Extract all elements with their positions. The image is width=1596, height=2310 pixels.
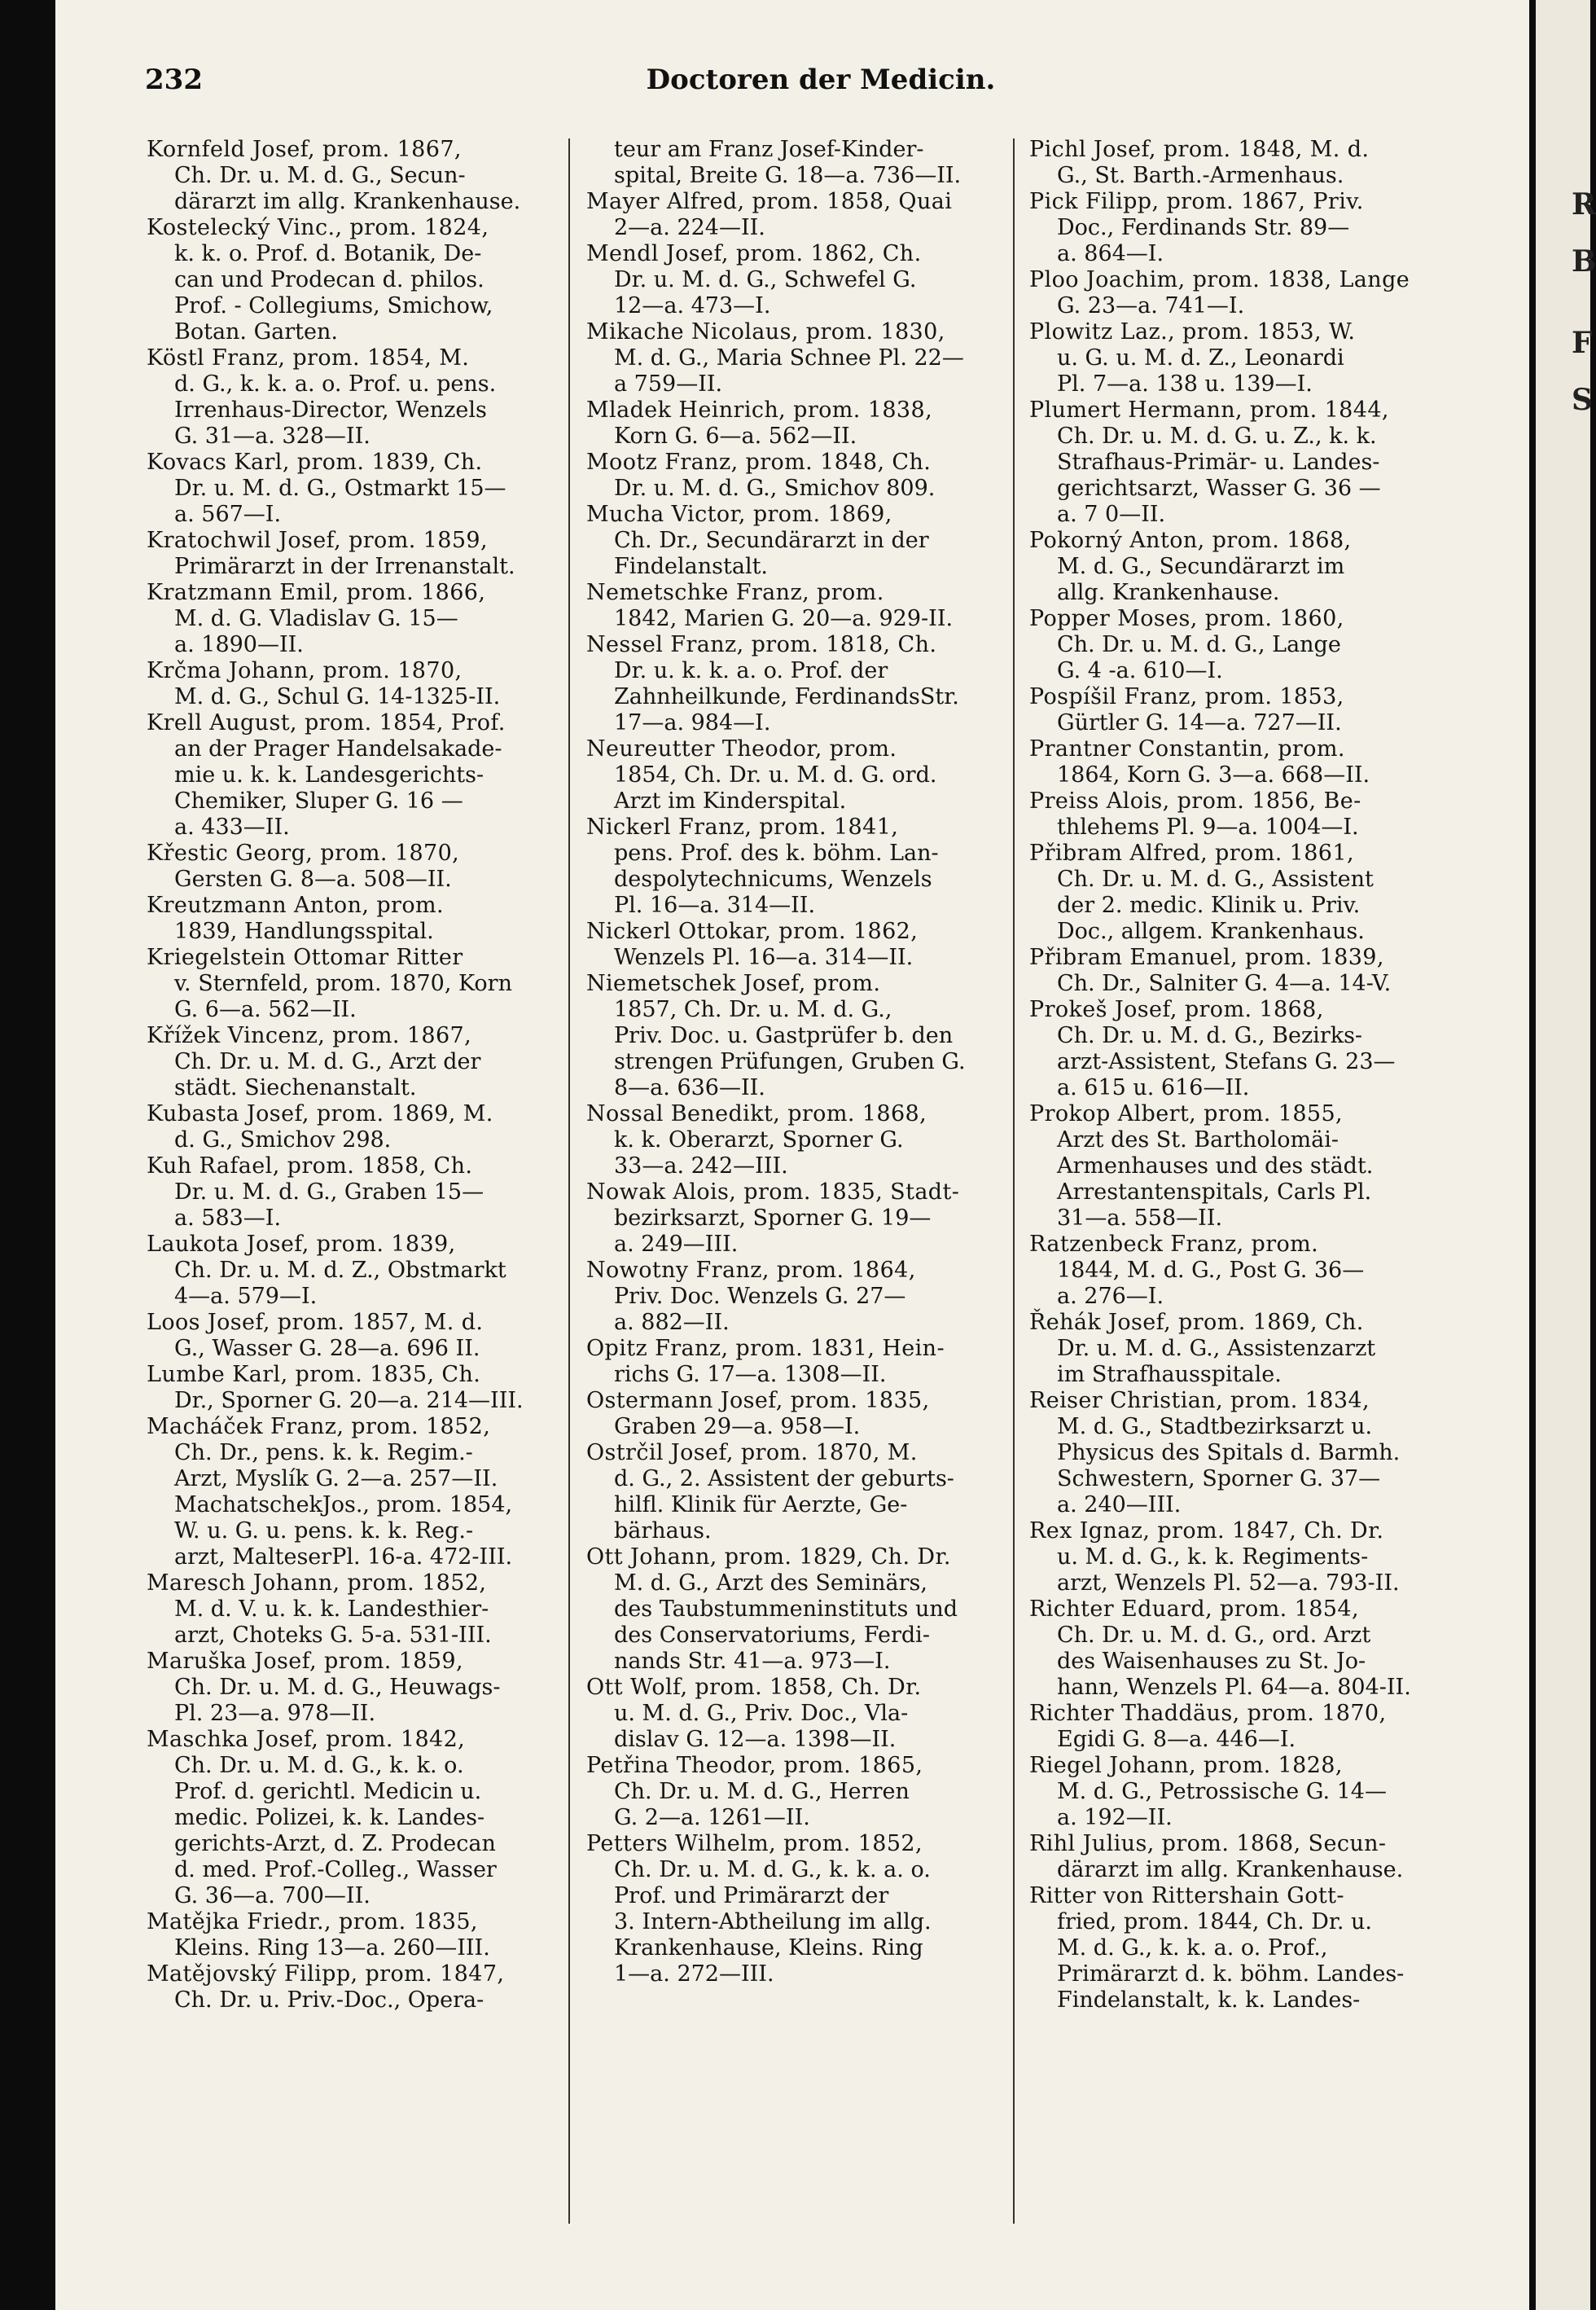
entry-line: Ploo Joachim, prom. 1838, Lange [1029, 267, 1410, 292]
entry-line: Matějka Friedr., prom. 1835, [147, 1909, 478, 1935]
entry-line: Popper Moses, prom. 1860, [1029, 606, 1344, 631]
entry-line: a 759—II. [614, 371, 723, 397]
entry-line: Kriegelstein Ottomar Ritter [147, 945, 463, 970]
entry-line: hilfl. Klinik für Aerzte, Ge- [614, 1492, 908, 1517]
entry-line: Ch. Dr. u. Priv.-Doc., Opera- [174, 1987, 484, 2013]
entry-line: Kratzmann Emil, prom. 1866, [147, 580, 486, 605]
entry-line: Rihl Julius, prom. 1868, Secun- [1029, 1831, 1387, 1856]
entry-line: Mladek Heinrich, prom. 1838, [586, 397, 933, 423]
entry-line: a. 276—I. [1057, 1284, 1164, 1309]
entry-line: v. Sternfeld, prom. 1870, Korn [174, 971, 512, 996]
entry-line: 12—a. 473—I. [614, 293, 771, 318]
entry-line: arzt, Wenzels Pl. 52—a. 793-II. [1057, 1570, 1400, 1596]
entry-line: Strafhaus-Primär- u. Landes- [1057, 450, 1380, 475]
entry-line: Schwestern, Sporner G. 37— [1057, 1466, 1381, 1491]
entry-line: gerichts-Arzt, d. Z. Prodecan [174, 1831, 496, 1856]
entry-line: Pick Filipp, prom. 1867, Priv. [1029, 189, 1364, 214]
entry-line: gerichtsarzt, Wasser G. 36 — [1057, 476, 1381, 501]
entry-line: Přibram Emanuel, prom. 1839, [1029, 945, 1384, 970]
entry-line: M. d. G., Secundärarzt im [1057, 554, 1345, 579]
entry-line: Egidi G. 8—a. 446—I. [1057, 1727, 1296, 1752]
entry-line: Physicus des Spitals d. Barmh. [1057, 1440, 1401, 1465]
entry-line: Mucha Victor, prom. 1869, [586, 502, 892, 527]
entry-line: Richter Eduard, prom. 1854, [1029, 1596, 1359, 1622]
entry-line: arzt, MalteserPl. 16-a. 472-III. [174, 1544, 513, 1570]
entry-line: M. d. G., Schul G. 14-1325-II. [174, 684, 501, 709]
entry-line: Řehák Josef, prom. 1869, Ch. [1029, 1310, 1364, 1335]
entry-line: Niemetschek Josef, prom. [586, 971, 881, 996]
entry-line: strengen Prüfungen, Gruben G. [614, 1049, 966, 1074]
entry-line: Lumbe Karl, prom. 1835, Ch. [147, 1362, 481, 1387]
entry-line: Köstl Franz, prom. 1854, M. [147, 345, 470, 371]
entry-line: Pl. 23—a. 978—II. [174, 1701, 376, 1726]
entry-line: Rex Ignaz, prom. 1847, Ch. Dr. [1029, 1518, 1384, 1544]
entry-line: M. d. G., Stadtbezirksarzt u. [1057, 1414, 1373, 1439]
entry-line: spital, Breite G. 18—a. 736—II. [614, 163, 962, 188]
entry-line: pens. Prof. des k. böhm. Lan- [614, 841, 939, 866]
entry-line: Dr., Sporner G. 20—a. 214—III. [174, 1388, 524, 1413]
entry-line: a. 240—III. [1057, 1492, 1182, 1517]
entry-line: Ch. Dr. u. M. d. G., Assistent [1057, 867, 1374, 892]
entry-line: Přibram Alfred, prom. 1861, [1029, 841, 1354, 866]
entry-line: Armenhauses und des städt. [1057, 1153, 1374, 1179]
entry-line: Ch. Dr. u. M. d. G., Bezirks- [1057, 1023, 1363, 1048]
entry-line: 1857, Ch. Dr. u. M. d. G., [614, 997, 892, 1022]
entry-line: Botan. Garten. [174, 319, 338, 345]
entry-line: Kleins. Ring 13—a. 260—III. [174, 1935, 490, 1961]
entry-line: can und Prodecan d. philos. [174, 267, 484, 292]
column-2 [586, 137, 998, 1987]
adjacent-page-edge [1536, 0, 1596, 2310]
entry-line: Priv. Doc. Wenzels G. 27— [614, 1284, 906, 1309]
entry-line: nands Str. 41—a. 973—I. [614, 1649, 891, 1674]
edge-letter: R [1572, 187, 1596, 222]
entry-line: Prokeš Josef, prom. 1868, [1029, 997, 1324, 1022]
entry-line: G. 36—a. 700—II. [174, 1883, 370, 1908]
entry-line: des Conservatoriums, Ferdi- [614, 1623, 930, 1648]
entry-line: allg. Krankenhause. [1057, 580, 1280, 605]
entry-line: 1—a. 272—III. [614, 1961, 774, 1987]
entry-line: Dr. u. M. d. G., Schwefel G. [614, 267, 917, 292]
entry-line: Dr. u. M. d. G., Graben 15— [174, 1179, 484, 1205]
entry-line: Nossal Benedikt, prom. 1868, [586, 1101, 927, 1126]
entry-line: Ch. Dr., pens. k. k. Regim.- [174, 1440, 473, 1465]
entry-line: Prantner Constantin, prom. [1029, 736, 1345, 762]
column-divider [568, 138, 570, 2224]
entry-line: städt. Siechenanstalt. [174, 1075, 417, 1100]
entry-line: im Strafhausspitale. [1057, 1362, 1282, 1387]
entry-line: Arrestantenspitals, Carls Pl. [1057, 1179, 1372, 1205]
edge-letter: F [1572, 326, 1593, 360]
entry-line: M. d. G. Vladislav G. 15— [174, 606, 458, 631]
entry-line: Plowitz Laz., prom. 1853, W. [1029, 319, 1356, 345]
entry-line: Dr. u. k. k. a. o. Prof. der [614, 658, 888, 683]
entry-line: Ch. Dr. u. M. d. G., Secun- [174, 163, 466, 188]
entry-line: 3. Intern-Abtheilung im allg. [614, 1909, 932, 1935]
entry-line: hann, Wenzels Pl. 64—a. 804-II. [1057, 1675, 1411, 1700]
edge-letter: B [1572, 244, 1596, 279]
entry-line: Petřina Theodor, prom. 1865, [586, 1753, 923, 1778]
entry-line: G. 6—a. 562—II. [174, 997, 357, 1022]
entry-line: teur am Franz Josef-Kinder- [614, 137, 924, 162]
entry-line: M. d. G., k. k. a. o. Prof., [1057, 1935, 1328, 1961]
entry-line: 17—a. 984—I. [614, 710, 771, 736]
entry-line: G. 4 -a. 610—I. [1057, 658, 1223, 683]
entry-line: Ch. Dr. u. M. d. G., Herren [614, 1779, 910, 1804]
entry-line: 1864, Korn G. 3—a. 668—II. [1057, 762, 1370, 788]
entry-line: Neureutter Theodor, prom. [586, 736, 897, 762]
entry-line: despolytechnicums, Wenzels [614, 867, 932, 892]
entry-line: Findelanstalt, k. k. Landes- [1057, 1987, 1361, 2013]
entry-line: u. M. d. G., k. k. Regiments- [1057, 1544, 1369, 1570]
entry-line: Ch. Dr. u. M. d. Z., Obstmarkt [174, 1258, 506, 1283]
entry-line: Zahnheilkunde, FerdinandsStr. [614, 684, 959, 709]
entry-line: Krčma Johann, prom. 1870, [147, 658, 463, 683]
entry-line: arzt, Choteks G. 5-a. 531-III. [174, 1623, 492, 1648]
entry-line: därarzt im allg. Krankenhause. [174, 189, 521, 214]
entry-line: G. 31—a. 328—II. [174, 424, 370, 449]
entry-line: Korn G. 6—a. 562—II. [614, 424, 857, 449]
entry-line: a. 1890—II. [174, 632, 304, 657]
entry-line: Preiss Alois, prom. 1856, Be- [1029, 788, 1361, 814]
entry-line: a. 433—II. [174, 815, 290, 840]
entry-line: d. med. Prof.-Colleg., Wasser [174, 1857, 497, 1882]
column-divider [1013, 138, 1015, 2224]
entry-line: Ott Wolf, prom. 1858, Ch. Dr. [586, 1675, 922, 1700]
entry-line: Maruška Josef, prom. 1859, [147, 1649, 463, 1674]
entry-line: Ostrčil Josef, prom. 1870, M. [586, 1440, 918, 1465]
entry-line: Ch. Dr., Salniter G. 4—a. 14-V. [1057, 971, 1392, 996]
entry-line: Pl. 7—a. 138 u. 139—I. [1057, 371, 1313, 397]
entry-line: 8—a. 636—II. [614, 1075, 765, 1100]
entry-line: Pichl Josef, prom. 1848, M. d. [1029, 137, 1370, 162]
entry-line: Kubasta Josef, prom. 1869, M. [147, 1101, 493, 1126]
entry-line: 33—a. 242—III. [614, 1153, 788, 1179]
entry-line: G., Wasser G. 28—a. 696 II. [174, 1336, 480, 1361]
book-page [55, 0, 1529, 2310]
entry-line: Richter Thaddäus, prom. 1870, [1029, 1701, 1387, 1726]
entry-line: Arzt des St. Bartholomäi- [1057, 1127, 1339, 1153]
entry-line: dislav G. 12—a. 1398—II. [614, 1727, 897, 1752]
entry-line: a. 583—I. [174, 1206, 282, 1231]
entry-line: Findelanstalt. [614, 554, 769, 579]
entry-line: Ott Johann, prom. 1829, Ch. Dr. [586, 1544, 951, 1570]
entry-line: Primärarzt in der Irrenanstalt. [174, 554, 515, 579]
entry-line: Primärarzt d. k. böhm. Landes- [1057, 1961, 1405, 1987]
entry-line: arzt-Assistent, Stefans G. 23— [1057, 1049, 1396, 1074]
entry-line: mie u. k. k. Landesgerichts- [174, 762, 484, 788]
entry-line: Dr. u. M. d. G., Ostmarkt 15— [174, 476, 506, 501]
entry-line: G. 2—a. 1261—II. [614, 1805, 810, 1830]
entry-line: 1839, Handlungsspital. [174, 919, 434, 944]
entry-line: Irrenhaus-Director, Wenzels [174, 397, 487, 423]
entry-line: Reiser Christian, prom. 1834, [1029, 1388, 1370, 1413]
entry-line: M. d. G., Petrossische G. 14— [1057, 1779, 1387, 1804]
entry-line: Mayer Alfred, prom. 1858, Quai [586, 189, 953, 214]
entry-line: M. d. V. u. k. k. Landesthier- [174, 1596, 489, 1622]
entry-line: Opitz Franz, prom. 1831, Hein- [586, 1336, 945, 1361]
entry-line: medic. Polizei, k. k. Landes- [174, 1805, 485, 1830]
entry-line: Arzt, Myslík G. 2—a. 257—II. [174, 1466, 498, 1491]
entry-line: Ostermann Josef, prom. 1835, [586, 1388, 930, 1413]
entry-line: Křestic Georg, prom. 1870, [147, 841, 460, 866]
entry-line: a. 249—III. [614, 1232, 739, 1257]
entry-line: k. k. Oberarzt, Sporner G. [614, 1127, 904, 1153]
entry-line: Nemetschke Franz, prom. [586, 580, 884, 605]
entry-line: Dr. u. M. d. G., Smichov 809. [614, 476, 936, 501]
entry-line: Matějovský Filipp, prom. 1847, [147, 1961, 505, 1987]
entry-line: Ritter von Rittershain Gott- [1029, 1883, 1344, 1908]
entry-line: Kornfeld Josef, prom. 1867, [147, 137, 462, 162]
entry-line: des Waisenhauses zu St. Jo- [1057, 1649, 1366, 1674]
entry-line: G. 23—a. 741—I. [1057, 293, 1245, 318]
entry-line: Maschka Josef, prom. 1842, [147, 1727, 466, 1752]
entry-line: Prokop Albert, prom. 1855, [1029, 1101, 1344, 1126]
entry-line: 4—a. 579—I. [174, 1284, 318, 1309]
page-number: 232 [145, 64, 203, 96]
entry-line: 1854, Ch. Dr. u. M. d. G. ord. [614, 762, 937, 788]
entry-line: G., St. Barth.-Armenhaus. [1057, 163, 1344, 188]
entry-line: Plumert Hermann, prom. 1844, [1029, 397, 1389, 423]
entry-line: Mikache Nicolaus, prom. 1830, [586, 319, 945, 345]
entry-line: Kuh Rafael, prom. 1858, Ch. [147, 1153, 473, 1179]
entry-line: Křížek Vincenz, prom. 1867, [147, 1023, 472, 1048]
entry-line: Ch. Dr. u. M. d. G., Lange [1057, 632, 1341, 657]
entry-line: Ch. Dr. u. M. d. G., k. k. o. [174, 1753, 464, 1778]
entry-line: Pospíšil Franz, prom. 1853, [1029, 684, 1344, 709]
entry-line: M. d. G., Arzt des Seminärs, [614, 1570, 927, 1596]
entry-line: Kratochwil Josef, prom. 1859, [147, 528, 488, 553]
entry-line: Prof. d. gerichtl. Medicin u. [174, 1779, 482, 1804]
entry-line: Chemiker, Sluper G. 16 — [174, 788, 463, 814]
entry-line: k. k. o. Prof. d. Botanik, De- [174, 241, 482, 266]
entry-line: Kovacs Karl, prom. 1839, Ch. [147, 450, 483, 475]
entry-line: an der Prager Handelsakade- [174, 736, 502, 762]
entry-line: u. M. d. G., Priv. Doc., Vla- [614, 1701, 909, 1726]
entry-line: Nessel Franz, prom. 1818, Ch. [586, 632, 937, 657]
entry-line: Kreutzmann Anton, prom. [147, 893, 444, 918]
entry-line: d. G., Smichov 298. [174, 1127, 392, 1153]
entry-line: Dr. u. M. d. G., Assistenzarzt [1057, 1336, 1376, 1361]
entry-line: a. 7 0—II. [1057, 502, 1166, 527]
entry-line: a. 864—I. [1057, 241, 1164, 266]
entry-line: Nowotny Franz, prom. 1864, [586, 1258, 916, 1283]
entry-line: fried, prom. 1844, Ch. Dr. u. [1057, 1909, 1372, 1935]
entry-line: 2—a. 224—II. [614, 215, 765, 240]
entry-line: 1844, M. d. G., Post G. 36— [1057, 1258, 1365, 1283]
page-header [145, 64, 1497, 104]
entry-line: d. G., 2. Assistent der geburts- [614, 1466, 954, 1491]
running-title: Doctoren der Medicin. [646, 64, 996, 96]
entry-line: a. 615 u. 616—II. [1057, 1075, 1250, 1100]
entry-line: Ch. Dr. u. M. d. G., k. k. a. o. [614, 1857, 931, 1882]
entry-line: därarzt im allg. Krankenhause. [1057, 1857, 1404, 1882]
entry-line: Nickerl Ottokar, prom. 1862, [586, 919, 919, 944]
entry-line: Doc., Ferdinands Str. 89— [1057, 215, 1350, 240]
entry-line: Prof. - Collegiums, Smichow, [174, 293, 493, 318]
entry-line: Macháček Franz, prom. 1852, [147, 1414, 491, 1439]
entry-line: Laukota Josef, prom. 1839, [147, 1232, 456, 1257]
column-1 [147, 137, 562, 2014]
entry-line: a. 567—I. [174, 502, 282, 527]
entry-line: Ch. Dr. u. M. d. G., Arzt der [174, 1049, 481, 1074]
entry-line: Nowak Alois, prom. 1835, Stadt- [586, 1179, 960, 1205]
entry-line: 1842, Marien G. 20—a. 929-II. [614, 606, 954, 631]
edge-letter: S [1572, 383, 1593, 417]
entry-line: Nickerl Franz, prom. 1841, [586, 815, 899, 840]
entry-line: Doc., allgem. Krankenhaus. [1057, 919, 1365, 944]
entry-line: Priv. Doc. u. Gastprüfer b. den [614, 1023, 954, 1048]
entry-line: Gürtler G. 14—a. 727—II. [1057, 710, 1342, 736]
entry-line: Ratzenbeck Franz, prom. [1029, 1232, 1319, 1257]
entry-line: Ch. Dr. u. M. d. G., Heuwags- [174, 1675, 501, 1700]
entry-line: Wenzels Pl. 16—a. 314—II. [614, 945, 914, 970]
entry-line: Pokorný Anton, prom. 1868, [1029, 528, 1352, 553]
entry-line: a. 882—II. [614, 1310, 730, 1335]
entry-line: Krell August, prom. 1854, Prof. [147, 710, 506, 736]
entry-line: Riegel Johann, prom. 1828, [1029, 1753, 1343, 1778]
entry-line: 31—a. 558—II. [1057, 1206, 1223, 1231]
entry-line: bärhaus. [614, 1518, 712, 1544]
entry-line: MachatschekJos., prom. 1854, [174, 1492, 513, 1517]
column-3 [1029, 137, 1457, 2014]
entry-line: Arzt im Kinderspital. [614, 788, 847, 814]
entry-line: der 2. medic. Klinik u. Priv. [1057, 893, 1361, 918]
entry-line: Pl. 16—a. 314—II. [614, 893, 816, 918]
entry-line: W. u. G. u. pens. k. k. Reg.- [174, 1518, 474, 1544]
entry-line: Petters Wilhelm, prom. 1852, [586, 1831, 923, 1856]
entry-line: des Taubstummeninstituts und [614, 1596, 958, 1622]
entry-line: Graben 29—a. 958—I. [614, 1414, 861, 1439]
entry-line: Gersten G. 8—a. 508—II. [174, 867, 452, 892]
entry-line: bezirksarzt, Sporner G. 19— [614, 1206, 932, 1231]
entry-line: Mendl Josef, prom. 1862, Ch. [586, 241, 922, 266]
entry-line: u. G. u. M. d. Z., Leonardi [1057, 345, 1344, 371]
entry-line: thlehems Pl. 9—a. 1004—I. [1057, 815, 1359, 840]
entry-line: Kostelecký Vinc., prom. 1824, [147, 215, 489, 240]
entry-line: d. G., k. k. a. o. Prof. u. pens. [174, 371, 497, 397]
entry-line: Loos Josef, prom. 1857, M. d. [147, 1310, 484, 1335]
entry-line: Ch. Dr., Secundärarzt in der [614, 528, 929, 553]
entry-line: M. d. G., Maria Schnee Pl. 22— [614, 345, 964, 371]
entry-line: Prof. und Primärarzt der [614, 1883, 889, 1908]
entry-line: Ch. Dr. u. M. d. G., ord. Arzt [1057, 1623, 1371, 1648]
entry-line: Mootz Franz, prom. 1848, Ch. [586, 450, 932, 475]
entry-line: Maresch Johann, prom. 1852, [147, 1570, 487, 1596]
entry-line: Ch. Dr. u. M. d. G. u. Z., k. k. [1057, 424, 1377, 449]
entry-line: Krankenhause, Kleins. Ring [614, 1935, 923, 1961]
entry-line: a. 192—II. [1057, 1805, 1173, 1830]
entry-line: richs G. 17—a. 1308—II. [614, 1362, 887, 1387]
